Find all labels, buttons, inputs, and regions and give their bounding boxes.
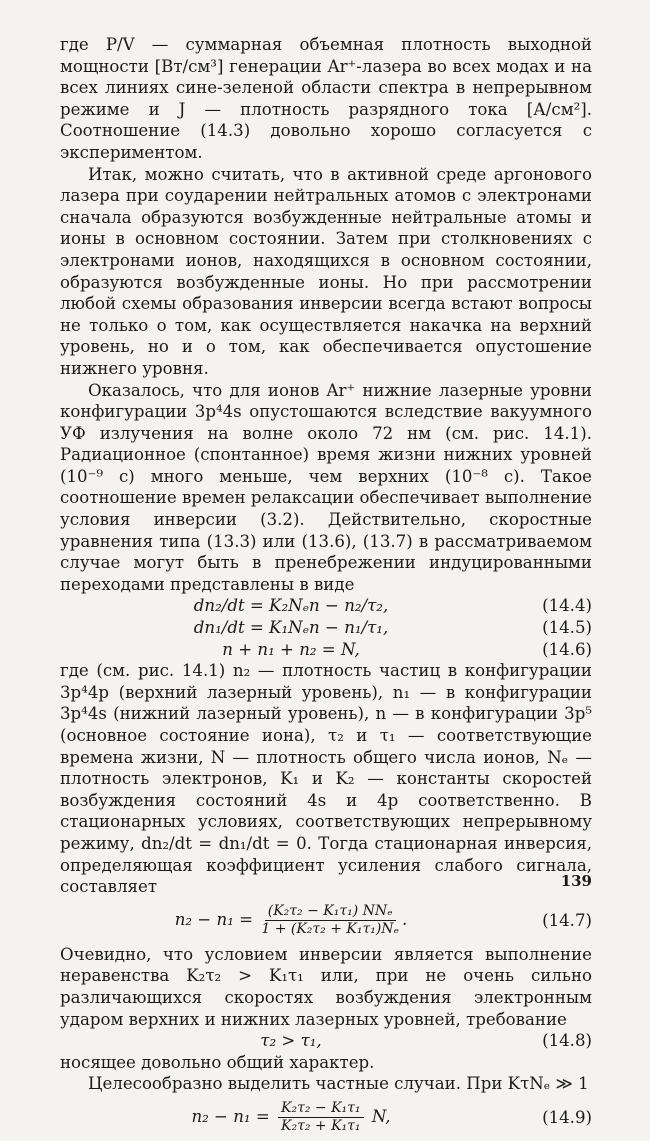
equation-expression: dn₁/dt = K₁Nₑn − n₁/τ₁,: [193, 618, 389, 638]
equation-fraction: [261, 903, 399, 938]
equation-14-8: [60, 1030, 592, 1052]
fraction-denominator: 1 + (K₂τ₂ + K₁τ₁)Nₑ: [261, 921, 399, 938]
equation-expression: [60, 903, 522, 938]
equation-14-4: [60, 595, 592, 617]
equation-lhs: n₂ − n₁ =: [174, 910, 254, 930]
fraction-numerator: (K₂τ₂ − K₁τ₁) NNₑ: [265, 903, 396, 921]
equation-number: (14.5): [542, 618, 592, 638]
equation-tail: N,: [371, 1107, 391, 1127]
equation-expression: τ₂ > τ₁,: [260, 1031, 322, 1051]
paragraph-1: где P/V — суммарная объемная плотность выходной мощности [Вт/см³] генерации Ar⁺-лазера во всех модах и на всех линиях сине-зеленой области спектра в непрерывном режиме и J — плотность разрядного тока [А/см²]. Соотношение (14.3) довольно хорошо согласуется с экспериментом.: [60, 35, 592, 162]
equation-number: (14.7): [542, 910, 592, 930]
equation-number: (14.8): [542, 1031, 592, 1051]
equation-fraction: [278, 1100, 364, 1135]
fraction-denominator: K₂τ₂ + K₁τ₁: [281, 1118, 361, 1135]
body-text: [60, 34, 592, 1141]
paragraph-4: где (см. рис. 14.1) n₂ — плотность частиц в конфигурации 3p⁴4p (верхний лазерный уровень), n₁ — в конфигурации 3p⁴4s (нижний лазерный уровень), n — в конфигурации 3p⁵ (основное состояние иона), τ₂ и τ₁ — соответствующие времена жизни, N — плотность общего числа ионов, Nₑ — плотность электронов, K₁ и K₂ — константы скоростей возбуждения состояний 4s и 4p соответственно. В стационарных условиях, соответствующих непрерывному режиму, dn₂/dt = dn₁/dt = 0. Тогда стационарная инверсия, определяющая коэффициент усиления слабого сигнала, составляет: [60, 661, 592, 897]
equation-14-7: [60, 898, 592, 944]
paragraph-3: Оказалось, что для ионов Ar⁺ нижние лазерные уровни конфигурации 3p⁴4s опустошаются вследствие вакуумного УФ излучения на волне около 72 нм (см. рис. 14.1). Радиационное (спонтанное) время жизни нижних уровней (10⁻⁹ с) много меньше, чем верхних (10⁻⁸ с). Такое соотношение времен релаксации обеспечивает выполнение условия инверсии (3.2). Действительно, скоростные уравнения типа (13.3) или (13.6), (13.7) в рассматриваемом случае могут быть в пренебрежении индуцированными переходами представлены в виде: [60, 380, 592, 594]
paragraph-6: носящее довольно общий характер.: [60, 1052, 375, 1072]
equation-14-9: [60, 1095, 592, 1141]
equation-number: (14.4): [542, 596, 592, 616]
equation-14-6: [60, 639, 592, 661]
equation-14-5: [60, 617, 592, 639]
paragraph-7: Целесообразно выделить частные случаи. При KτNₑ ≫ 1: [88, 1074, 589, 1094]
paragraph-5: Очевидно, что условием инверсии является выполнение неравенства K₂τ₂ > K₁τ₁ или, при не очень сильно различающихся скоростях возбуждения электронным ударом верхних и нижних лазерных уровней, требование: [60, 944, 592, 1029]
equation-expression: n + n₁ + n₂ = N,: [222, 639, 360, 659]
equation-lhs: n₂ − n₁ =: [191, 1107, 270, 1127]
equation-tail: .: [401, 910, 408, 930]
paragraph-2: Итак, можно считать, что в активной среде аргонового лазера при соударении нейтральных атомов с электронами сначала образуются возбужденные нейтральные атомы и ионы в основном состоянии. Затем при столкновениях с электронами ионов, находящихся в основном состоянии, образуются возбужденные ионы. Но при рассмотрении любой схемы образования инверсии всегда встают вопросы не только о том, как осуществляется накачка на верхний уровень, но и о том, как обеспечивается опустошение нижнего уровня.: [60, 164, 592, 378]
equation-expression: [60, 1100, 522, 1135]
fraction-numerator: K₂τ₂ − K₁τ₁: [278, 1100, 364, 1118]
page-number: 139: [560, 872, 592, 890]
equation-number: (14.9): [542, 1108, 592, 1128]
equation-number: (14.6): [542, 639, 592, 659]
equation-expression: dn₂/dt = K₂Nₑn − n₂/τ₂,: [193, 596, 389, 616]
